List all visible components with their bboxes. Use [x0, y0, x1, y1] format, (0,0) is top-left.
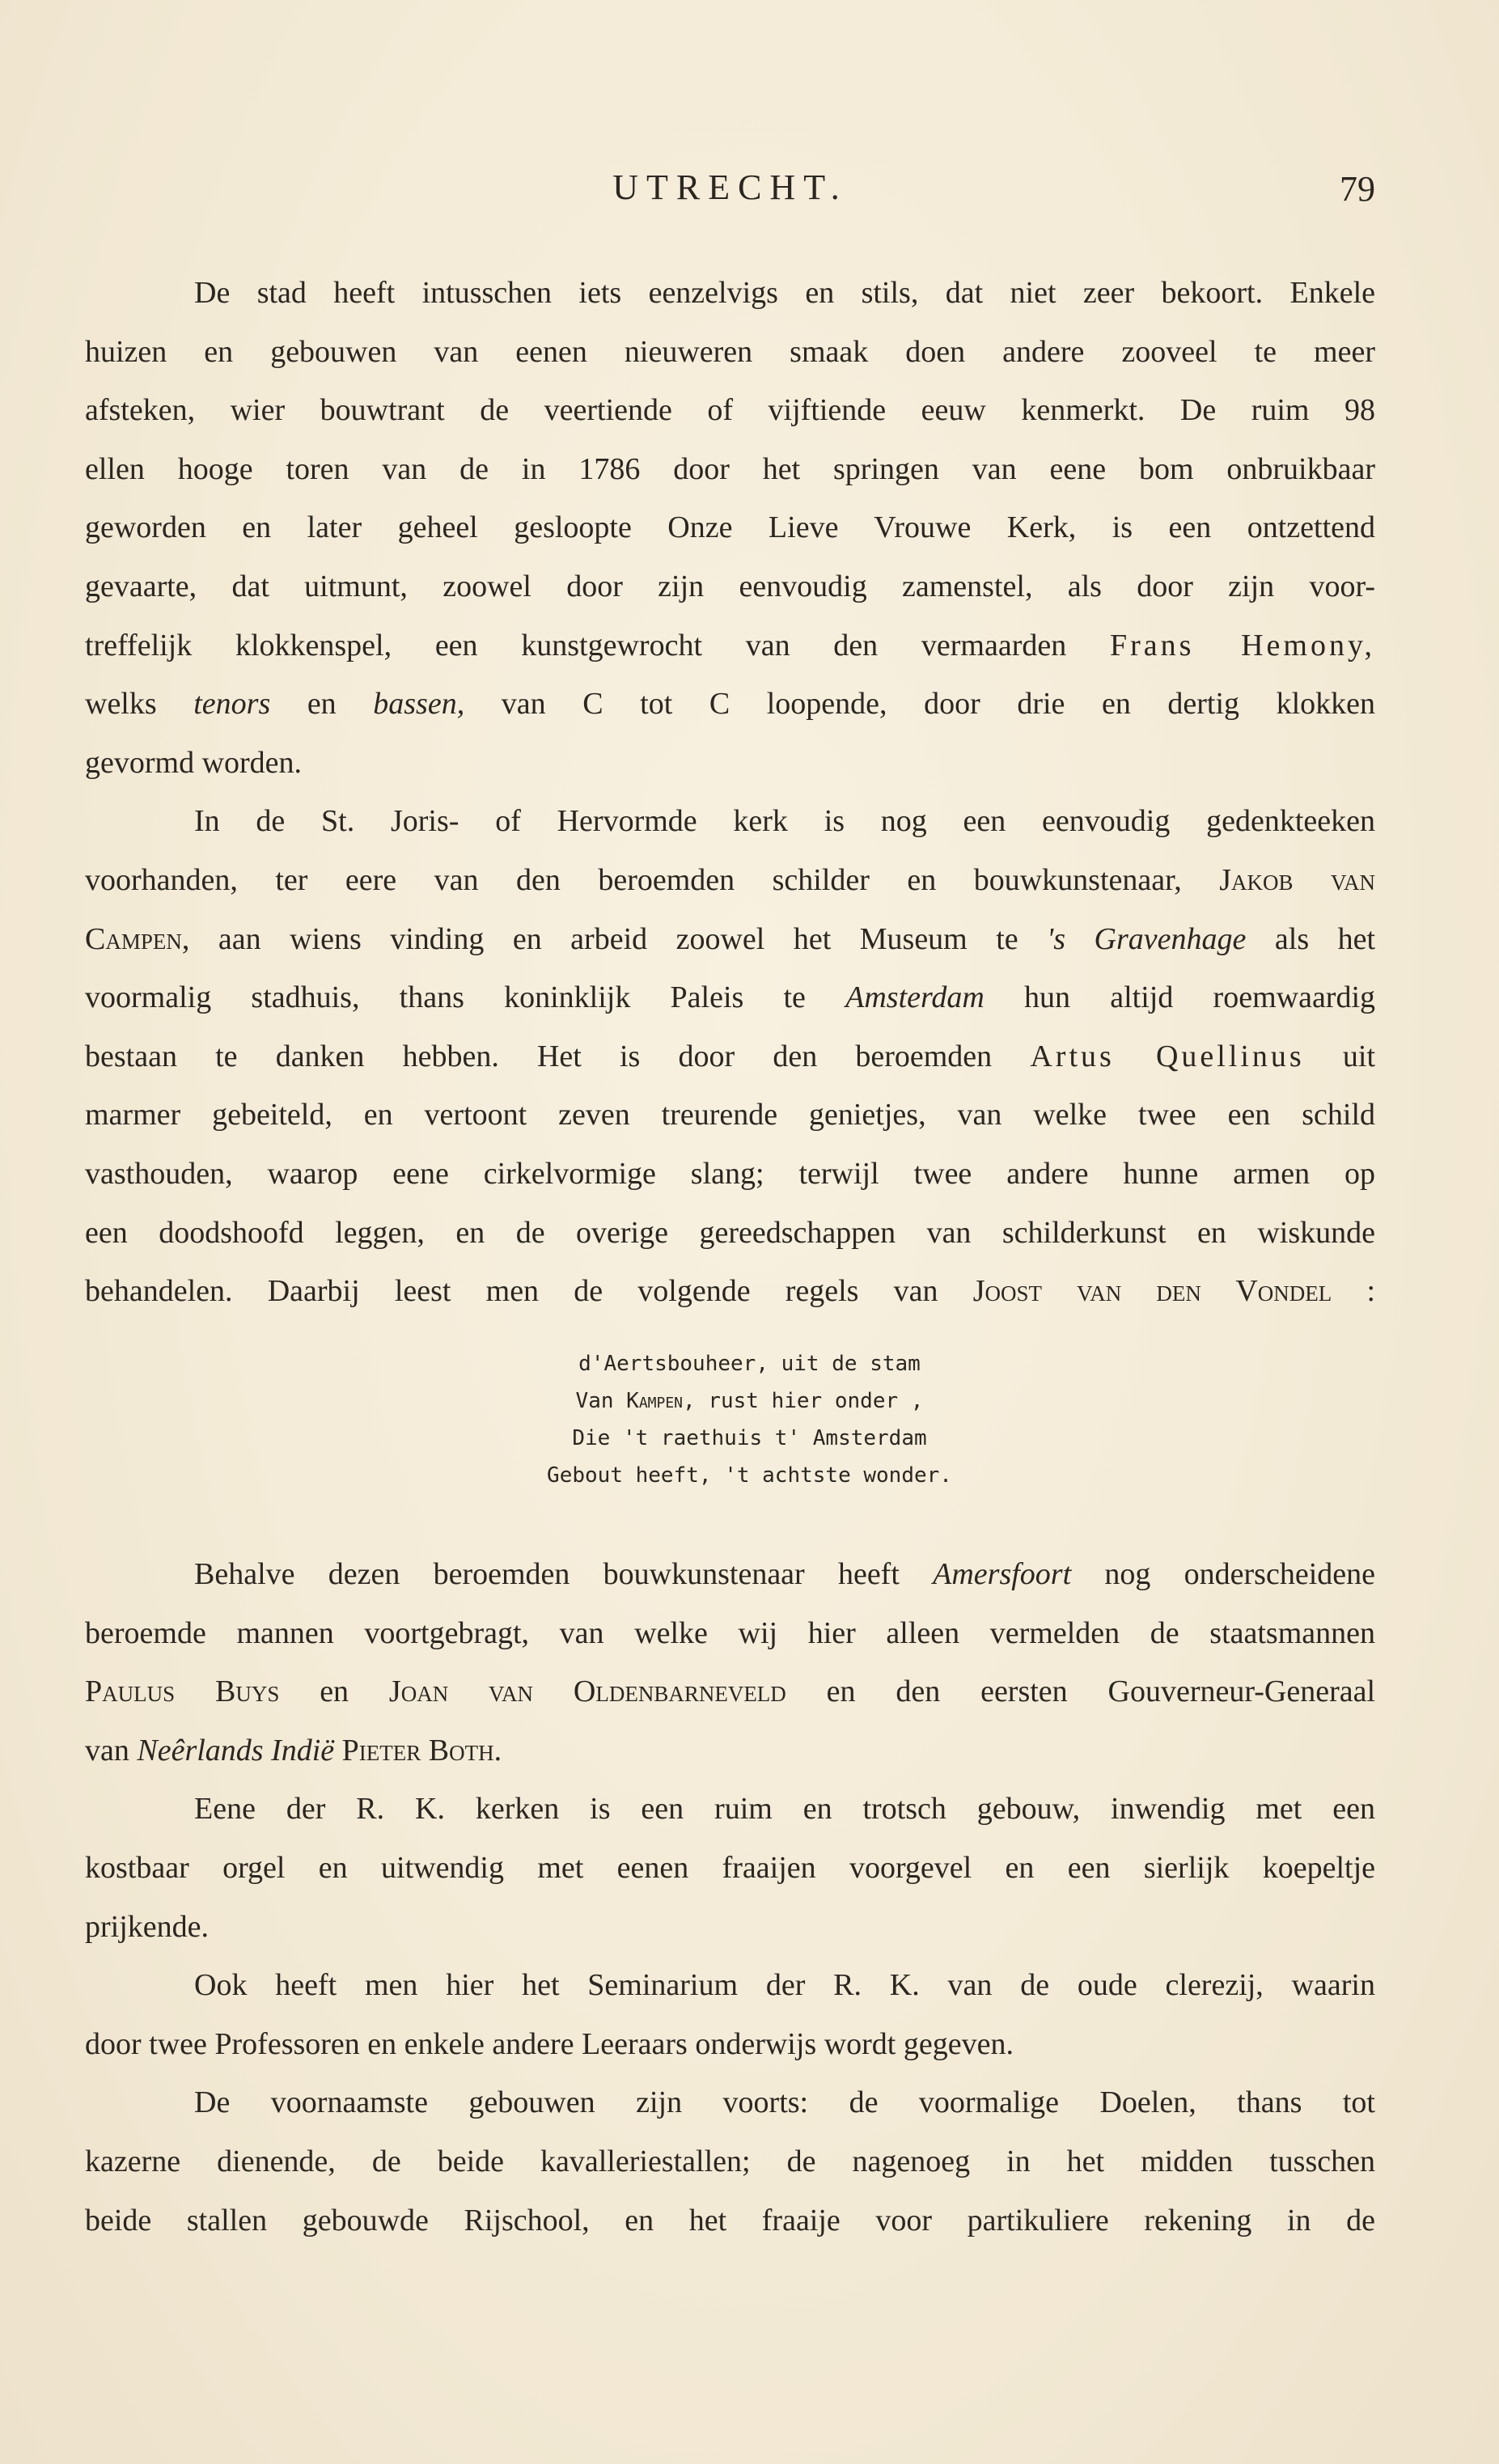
paragraph-6-line: beide stallen gebouwde Rijschool, en het fraaije voor partikuliere rekening in de — [85, 2203, 1375, 2237]
paragraph-6-line: kazerne dienende, de beide kavalleriestallen; de nagenoeg in het midden tusschen — [85, 2144, 1375, 2178]
paragraph-2-line — [85, 1027, 1375, 1086]
text-run: Behalve dezen beroemden bouwkunstenaar heeft — [194, 1557, 900, 1591]
paragraph-5-line: door twee Professoren en enkele andere Leeraars onderwijs wordt gegeven. — [85, 2026, 1014, 2061]
text-run: behandelen. Daarbij leest men de volgende regels van — [85, 1274, 938, 1309]
paragraph-2-line: een doodshoofd leggen, en de overige gereedschappen van schilderkunst en wiskunde — [85, 1215, 1375, 1250]
text-run: aan wiens vinding en arbeid zoowel het Museum te — [218, 921, 1018, 956]
page-header — [85, 167, 1375, 215]
name-jakob-van: Jakob van — [1219, 862, 1375, 897]
name-joost-van-den-vondel: Joost van den Vondel — [972, 1274, 1332, 1309]
paragraph-2-line — [85, 910, 1375, 969]
paragraph-5-line: Ook heeft men hier het Seminarium der R. K. van de oude clerezij, waarin — [194, 1968, 1375, 2003]
text-run: welks — [85, 687, 157, 722]
verse-line: Gebout heeft, 't achtste wonder. — [547, 1463, 952, 1488]
paragraph-1-line: geworden en later geheel gesloopte Onze Lieve Vrouwe Kerk, is een ontzettend — [85, 510, 1375, 545]
paragraph-3-line — [85, 1545, 1375, 1604]
text-run: als het — [1274, 921, 1375, 956]
paragraph-1-line: gevormd worden. — [85, 745, 303, 780]
paragraph-3-line — [85, 1721, 1375, 1780]
text-run: voormalig stadhuis, thans koninklijk Paleis te — [85, 980, 806, 1015]
paragraph-2-line — [85, 851, 1375, 910]
paragraph-2-line: vasthouden, waarop eene cirkelvormige slang; terwijl twee andere hunne armen op — [85, 1156, 1375, 1191]
paragraph-4-line: kostbaar orgel en uitwendig met eenen fraaijen voorgevel en een sierlijk koepeltje — [85, 1850, 1375, 1885]
body-text-upper — [85, 264, 1375, 1321]
paragraph-1-line — [85, 675, 1375, 734]
text-run: van C tot C loopende, door drie en dertig klokken — [501, 687, 1375, 722]
place-gravenhage: 's Gravenhage — [1047, 921, 1247, 956]
text-run: uit — [1342, 1039, 1375, 1073]
text-run: Van — [575, 1389, 614, 1413]
verse-line: d'Aertsbouheer, uit de stam — [578, 1352, 921, 1376]
italic-bassen: bassen, — [373, 687, 465, 722]
text-run: hun altijd roemwaardig — [1024, 980, 1375, 1015]
paragraph-3-line: beroemde mannen voortgebragt, van welke wij hier alleen vermelden de staatsmannen — [85, 1615, 1375, 1650]
paragraph-1-line — [85, 616, 1375, 675]
text-run: bestaan te danken hebben. Het is door den beroemden — [85, 1039, 993, 1073]
name-pieter-both: Pieter Both. — [341, 1733, 502, 1768]
text-run: en — [320, 1674, 349, 1709]
page-number: 79 — [1340, 169, 1375, 209]
name-frans-hemony: Frans Hemony, — [1109, 628, 1375, 663]
paragraph-1-line: afsteken, wier bouwtrant de veertiende of vijftiende eeuw kenmerkt. De ruim 98 — [85, 393, 1375, 428]
body-text-lower — [85, 1545, 1375, 2250]
text-run: en den eersten Gouverneur-Generaal — [826, 1674, 1375, 1709]
paragraph-4-line: prijkende. — [85, 1909, 210, 1944]
place-amersfoort: Amersfoort — [933, 1557, 1072, 1591]
verse-block — [0, 1345, 1499, 1494]
text-run: en — [307, 687, 337, 722]
text-run: : — [1366, 1274, 1375, 1309]
place-neerlands-indie: Neêrlands Indië — [137, 1733, 335, 1768]
text-run: nog onderscheidene — [1104, 1557, 1375, 1591]
name-artus-quellinus: Artus Quellinus — [1030, 1039, 1305, 1073]
text-run: , rust hier onder , — [683, 1389, 924, 1413]
paragraph-3-line — [85, 1662, 1375, 1721]
running-title: UTRECHT. — [612, 167, 848, 207]
verse-line — [0, 1382, 1499, 1420]
paragraph-1-line: huizen en gebouwen van eenen nieuweren smaak doen andere zooveel te meer — [85, 334, 1375, 369]
paragraph-4-line: Eene der R. K. kerken is een ruim en trotsch gebouw, inwendig met een — [194, 1792, 1375, 1827]
paragraph-2-line — [85, 1262, 1375, 1321]
paragraph-6-line: De voornaamste gebouwen zijn voorts: de voormalige Doelen, thans tot — [194, 2085, 1375, 2120]
name-joan-van-oldenbarneveld: Joan van Oldenbarneveld — [388, 1674, 786, 1709]
text-run: treffelijk klokkenspel, een kunstgewrocht van den vermaarden — [85, 628, 1067, 663]
paragraph-1-line: De stad heeft intusschen iets eenzelvigs en stils, dat niet zeer bekoort. Enkele — [194, 276, 1375, 310]
name-paulus-buys: Paulus Buys — [85, 1674, 280, 1709]
paragraph-2-line: In de St. Joris- of Hervormde kerk is nog een eenvoudig gedenkteeken — [194, 804, 1375, 839]
paragraph-2-line: marmer gebeiteld, en vertoont zeven treurende genietjes, van welke twee een schild — [85, 1098, 1375, 1133]
text-run: voorhanden, ter eere van den beroemden schilder en bouwkunstenaar, — [85, 862, 1182, 897]
name-kampen: Kampen — [626, 1389, 684, 1413]
name-campen: Campen, — [85, 921, 190, 956]
paragraph-1-line: gevaarte, dat uitmunt, zoowel door zijn eenvoudig zamenstel, als door zijn voor- — [85, 569, 1375, 603]
paragraph-2-line — [85, 968, 1375, 1027]
place-amsterdam: Amsterdam — [845, 980, 985, 1015]
text-run: van — [85, 1733, 129, 1768]
verse-line: Die 't raethuis t' Amsterdam — [572, 1426, 927, 1450]
paragraph-1-line: ellen hooge toren van de in 1786 door het springen van eene bom onbruikbaar — [85, 451, 1375, 486]
italic-tenors: tenors — [193, 687, 271, 722]
